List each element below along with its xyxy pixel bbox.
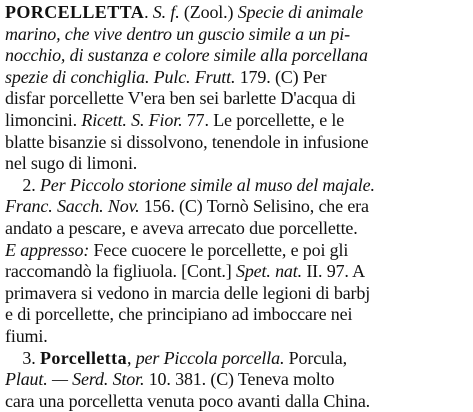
- entry-text: .: [144, 2, 153, 22]
- entry-line: [5, 368, 468, 390]
- entry-text: 156. (C) Tornò Selisino, che era: [139, 196, 369, 217]
- entry-line: [5, 239, 468, 261]
- entry-text: nel sugo di limoni.: [5, 153, 138, 174]
- entry-text: 2.: [5, 174, 40, 195]
- entry-text: 77. Le porcellette, e le: [182, 110, 345, 130]
- entry-text: 10. 381. (C) Teneva molto: [144, 369, 335, 390]
- entry-line: [5, 109, 468, 131]
- entry-text: 3.: [5, 347, 40, 368]
- entry-line: [5, 131, 468, 153]
- entry-text: Porcula,: [284, 347, 347, 368]
- entry-text: fiumi.: [5, 326, 48, 346]
- entry-text: raccomandò la figliuola. [Cont.]: [5, 261, 236, 282]
- entry-text: II: [301, 261, 319, 282]
- entry-text: (Zool.): [179, 2, 238, 22]
- entry-line: [5, 303, 468, 325]
- entry-text: 179. (C) Per: [235, 66, 327, 87]
- entry-line: [5, 325, 468, 347]
- entry-text: e di porcellette, che principiano ad imboccare nei: [5, 304, 353, 325]
- entry-line: [5, 217, 468, 239]
- entry-text: Ricett. S. Fior.: [81, 110, 183, 130]
- entry-text: andato a pescare, e aveva arrecato due porcellette.: [5, 218, 358, 238]
- entry-line: [5, 390, 468, 412]
- entry-text: blatte bisanzie si dissolvono, tenendole in infusione: [5, 131, 369, 152]
- entry-text: Fece cuocere le porcellette, e poi gli: [89, 239, 349, 260]
- entry-text: Specie di animale: [237, 2, 364, 22]
- entry-line: [5, 23, 468, 45]
- entry-text: per Piccola porcella.: [135, 347, 285, 368]
- entry-text: Franc. Sacch. Nov.: [5, 196, 140, 217]
- entry-text: ,: [126, 347, 136, 368]
- entry-line: [5, 260, 468, 282]
- entry-text: limoncini.: [5, 110, 82, 130]
- entry-line: [5, 1, 468, 23]
- entry-text: Porcelletta: [39, 347, 127, 368]
- entry-text: spezie di conchiglia. Pulc. Frutt.: [5, 66, 236, 87]
- entry-line: [5, 152, 468, 174]
- entry-line: [5, 174, 468, 196]
- entry-text: Spet. nat.: [235, 261, 302, 282]
- entry-line: [5, 195, 468, 217]
- entry-text: Per Piccolo storione simile al muso del majale.: [39, 174, 375, 195]
- entry-text: PORCELLETTA: [5, 2, 145, 22]
- entry-text: disfar porcellette V'era ben sei barlette D'acqua di: [5, 88, 356, 109]
- entry-text: . 97. A: [318, 261, 365, 282]
- entry-text: marino, che vive dentro un guscio simile a un pi-: [5, 23, 350, 44]
- entry-line: [5, 44, 468, 66]
- entry-text: nocchio, di sustanza e colore simile alla porcellana: [5, 45, 368, 66]
- entry-line: [5, 87, 468, 109]
- entry-line: [5, 66, 468, 88]
- entry-text: Plaut. — Serd. Stor.: [5, 369, 145, 390]
- entry-text: S. f.: [152, 2, 180, 22]
- entry-line: [5, 282, 468, 304]
- entry-text: cara una porcelletta venuta poco avanti dalla China.: [5, 390, 371, 411]
- entry-text: primavera si vedono in marcia delle legioni di barbj: [5, 282, 371, 303]
- entry-line: [5, 347, 468, 369]
- entry-text: E appresso:: [5, 239, 90, 260]
